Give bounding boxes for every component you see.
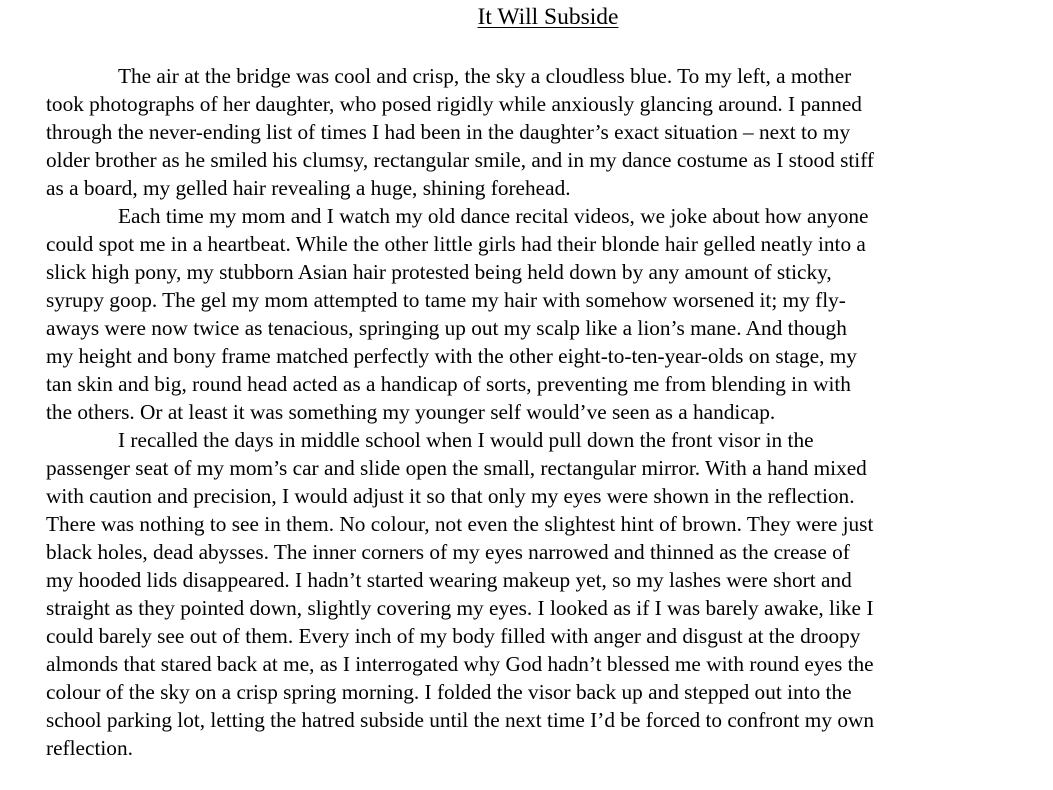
paragraph-3-line-9: almonds that stared back at me, as I interrogated why God hadn’t blessed me with round eyes the xyxy=(46,652,874,676)
paragraph-1-line-2: took photographs of her daughter, who posed rigidly while anxiously glancing around. I panned xyxy=(46,92,862,116)
paragraph-1-line-4: older brother as he smiled his clumsy, rectangular smile, and in my dance costume as I stood stiff xyxy=(46,148,875,172)
paragraph-3-line-5: black holes, dead abysses. The inner corners of my eyes narrowed and thinned as the crease of xyxy=(46,540,850,564)
paragraph-3-line-12: reflection. xyxy=(46,736,133,760)
paragraph-2-line-8: the others. Or at least it was something my younger self would’ve seen as a handicap. xyxy=(46,400,776,424)
paragraph-3-line-6: my hooded lids disappeared. I hadn’t started wearing makeup yet, so my lashes were short and xyxy=(46,568,852,592)
paragraph-3-line-8: could barely see out of them. Every inch of my body filled with anger and disgust at the droopy xyxy=(46,624,861,648)
paragraph-3-line-2: passenger seat of my mom’s car and slide open the small, rectangular mirror. With a hand mixed xyxy=(46,456,867,480)
paragraph-3-line-3: with caution and precision, I would adjust it so that only my eyes were shown in the reflection. xyxy=(46,484,855,508)
paragraph-2-line-1: Each time my mom and I watch my old dance recital videos, we joke about how anyone xyxy=(118,204,869,228)
paragraph-2-line-2: could spot me in a heartbeat. While the other little girls had their blonde hair gelled neatly into a xyxy=(46,232,866,256)
paragraph-3-line-7: straight as they pointed down, slightly covering my eyes. I looked as if I was barely awake, like I xyxy=(46,596,874,620)
paragraph-2-line-5: aways were now twice as tenacious, springing up out my scalp like a lion’s mane. And though xyxy=(46,316,847,340)
paragraph-2-line-6: my height and bony frame matched perfectly with the other eight-to-ten-year-olds on stage, my xyxy=(46,344,857,368)
paragraph-2-line-3: slick high pony, my stubborn Asian hair protested being held down by any amount of sticky, xyxy=(46,260,832,284)
paragraph-3-line-11: school parking lot, letting the hatred subside until the next time I’d be forced to confront my own xyxy=(46,708,875,732)
paragraph-2-line-7: tan skin and big, round head acted as a handicap of sorts, preventing me from blending in with xyxy=(46,372,851,396)
document-title: It Will Subside xyxy=(477,4,619,30)
paragraph-1-line-3: through the never-ending list of times I had been in the daughter’s exact situation – next to my xyxy=(46,120,851,144)
paragraph-1-line-5: as a board, my gelled hair revealing a huge, shining forehead. xyxy=(46,176,571,200)
paragraph-3-line-10: colour of the sky on a crisp spring morning. I folded the visor back up and stepped out into the xyxy=(46,680,852,704)
paragraph-3-line-4: There was nothing to see in them. No colour, not even the slightest hint of brown. They were just xyxy=(46,512,874,536)
document-body xyxy=(46,62,1036,762)
paragraph-1-line-1: The air at the bridge was cool and crisp, the sky a cloudless blue. To my left, a mother xyxy=(118,64,852,88)
paragraph-2-line-4: syrupy goop. The gel my mom attempted to tame my hair with somehow worsened it; my fly- xyxy=(46,288,846,312)
paragraph-3-line-1: I recalled the days in middle school when I would pull down the front visor in the xyxy=(118,428,814,452)
